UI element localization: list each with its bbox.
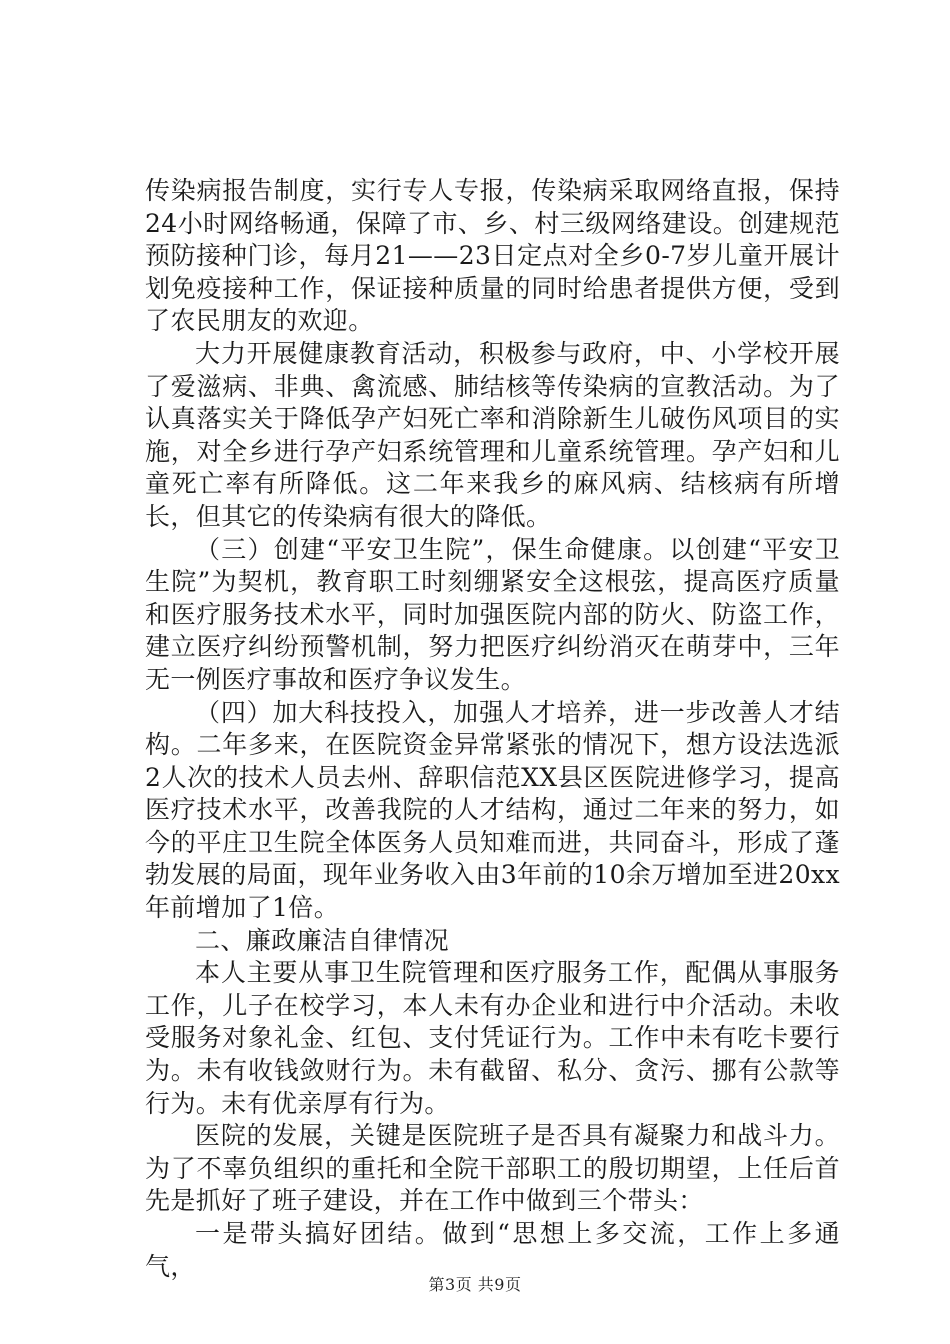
paragraph-3: （三）创建“平安卫生院”，保生命健康。以创建“平安卫生院”为契机，教育职工时刻绷紧安全这根弦，提高医疗质量和医疗服务技术水平，同时加强医院内部的防火、防盗工作，建立医疗纠纷预警机制，努力把医疗纠纷消灭在萌芽中，三年无一例医疗事故和医疗争议发生。 — [145, 534, 840, 694]
paragraph-7: 医院的发展，关键是医院班子是否具有凝聚力和战斗力。为了不辜负组织的重托和全院干部职工的殷切期望，上任后首先是抓好了班子建设，并在工作中做到三个带头： — [145, 1121, 840, 1216]
paragraph-6: 本人主要从事卫生院管理和医疗服务工作，配偶从事服务工作，儿子在校学习，本人未有办企业和进行中介活动。未收受服务对象礼金、红包、支付凭证行为。工作中未有吃卡要行为。未有收钱敛财行为。未有截留、私分、贪污、挪有公款等行为。未有优亲厚有行为。 — [145, 958, 840, 1118]
page-footer: 第3页 共9页 — [428, 1275, 522, 1294]
document-body — [145, 175, 840, 1283]
paragraph-8: 一是带头搞好团结。做到“思想上多交流，工作上多通气， — [145, 1219, 840, 1281]
paragraph-4: （四）加大科技投入，加强人才培养，进一步改善人才结构。二年多来，在医院资金异常紧张的情况下，想方设法选派2人次的技术人员去州、辞职信范XX县区医院进修学习，提高医疗技术水平，改善我院的人才结构，通过二年来的努力，如今的平庄卫生院全体医务人员知难而进，共同奋斗，形成了蓬勃发展的局面，现年业务收入由3年前的10余万增加至进20xx年前增加了1倍。 — [145, 697, 840, 923]
paragraph-2: 大力开展健康教育活动，积极参与政府，中、小学校开展了爱滋病、非典、禽流感、肺结核等传染病的宣教活动。为了认真落实关于降低孕产妇死亡率和消除新生儿破伤风项目的实施，对全乡进行孕产妇系统管理和儿童系统管理。孕产妇和儿童死亡率有所降低。这二年来我乡的麻风病、结核病有所增长，但其它的传染病有很大的降低。 — [145, 338, 840, 531]
section-heading: 二、廉政廉洁自律情况 — [195, 925, 450, 955]
paragraph-1: 传染病报告制度，实行专人专报，传染病采取网络直报，保持24小时网络畅通，保障了市、乡、村三级网络建设。创建规范预防接种门诊，每月21——23日定点对全乡0-7岁儿童开展计划免疫接种工作，保证接种质量的同时给患者提供方便，受到了农民朋友的欢迎。 — [145, 176, 840, 336]
